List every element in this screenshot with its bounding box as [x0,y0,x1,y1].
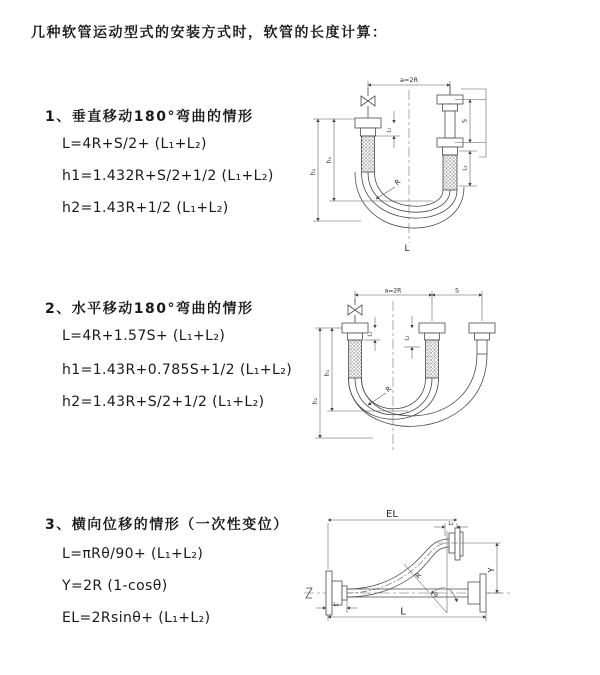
left-flange [315,323,368,378]
dim-label-l1: L₁ [367,331,374,337]
dim-label-r: R [384,384,394,395]
dim-label-a2r: a=2R [384,287,402,295]
formula-s3-EL: EL=2Rsinθ+ (L₁+L₂) [62,610,211,626]
dim-label-a2r: a=2R [399,76,419,84]
right-flange [468,574,486,612]
dim-label-y: Y [487,567,496,573]
angle-label-theta: θ [434,592,438,599]
dim-h2 [310,119,361,221]
formula-s3-Y: Y=2R (1-cosθ) [62,578,168,594]
braided-hose-section [362,136,375,172]
dim-l [328,607,486,622]
dim-label-l2: L₂ [462,165,469,171]
dim-h1 [326,119,433,201]
dim-s [432,288,482,322]
formula-s2-h2: h2=1.43R+S/2+1/2 (L₁+L₂) [62,394,265,410]
dim-label-h1: h₁ [326,156,333,164]
dim-label-l1: L₁ [333,602,339,608]
hose-u-bend [349,354,488,426]
dim-label-s: S [461,119,469,123]
radius-callout [376,178,402,199]
hose-s-curve [347,539,449,597]
left-flange [326,571,347,615]
diagram-lateral-displacement [298,503,593,653]
dim-label-l: L [400,606,406,618]
dim-h2 [312,328,373,438]
diagram-vertical-move-180-bend [303,60,568,257]
braided-hose-section [443,155,457,190]
right-flange [469,323,495,354]
dim-label-l2: L₂ [448,521,454,527]
dim-l2 [404,316,420,359]
dim-label-h1: h₁ [324,369,331,377]
right-flange-stack [437,85,463,190]
dim-l1 [364,317,380,351]
formula-s2-L: L=4R+1.57S+ (L₁+L₂) [62,328,226,344]
dim-s [455,100,486,143]
dim-label-h2: h₂ [312,397,319,405]
dim-label-l: L [404,244,410,254]
formula-s1-h1: h1=1.432R+S/2+1/2 (L₁+L₂) [62,168,274,184]
page-title: 几种软管运动型式的安装方式时，软管的长度计算： [31,25,388,41]
formula-s1-h2: h2=1.43R+1/2 (L₁+L₂) [62,200,229,216]
dim-el [328,509,457,569]
dim-label-r: R [413,571,424,581]
dim-label-el: EL [386,509,398,520]
formula-s3-L: L=πRθ/90+ (L₁+L₂) [62,546,204,562]
dim-label-s: S [455,287,459,295]
valve-icon [361,88,375,118]
dim-a2r [355,288,432,322]
section-1-heading: 1、垂直移动180°弯曲的情形 [45,109,254,125]
middle-flange [419,323,445,378]
section-2-heading: 2、水平移动180°弯曲的情形 [45,301,254,317]
dim-label-l2: L₂ [404,335,411,341]
diagram-horizontal-move-180-bend [298,283,598,458]
dim-l1 [375,111,400,148]
dim-label-h2: h₂ [310,168,317,176]
dim-h1 [324,328,408,411]
valve-icon [348,299,362,323]
section-3-heading: 3、横向位移的情形（一次性变位） [45,517,289,533]
top-flange [449,528,463,560]
braided-hose-section [426,340,439,378]
dim-label-l1: L₁ [386,127,393,133]
dim-l1 [316,599,357,613]
dim-label-r: R [393,177,403,188]
left-flange [313,118,381,172]
braided-hose-section [349,340,362,378]
formula-s1-L: L=4R+S/2+ (L₁+L₂) [62,136,207,152]
formula-s2-h1: h1=1.43R+0.785S+1/2 (L₁+L₂) [62,362,293,378]
